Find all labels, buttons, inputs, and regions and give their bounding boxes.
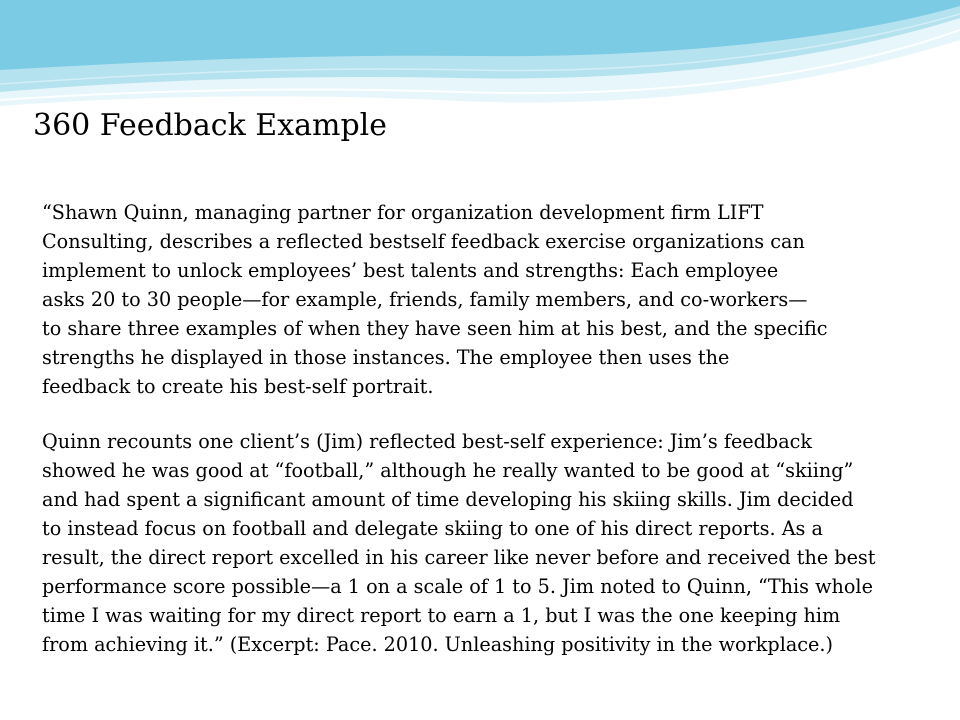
page-title: 360 Feedback Example — [33, 108, 387, 143]
text-line: to share three examples of when they have seen him at his best, and the specific — [42, 317, 828, 340]
body-text — [42, 198, 922, 659]
text-line: to instead focus on football and delegate skiing to one of his direct reports. As a — [42, 517, 823, 540]
decorative-wave-header — [0, 0, 960, 120]
text-line: result, the direct report excelled in his career like never before and received the best — [42, 546, 876, 569]
text-line: feedback to create his best-self portrait. — [42, 375, 434, 398]
text-line: Consulting, describes a reflected bestself feedback exercise organizations can — [42, 230, 805, 253]
text-line: and had spent a significant amount of time developing his skiing skills. Jim decided — [42, 488, 854, 511]
text-line: “Shawn Quinn, managing partner for organization development firm LIFT — [42, 201, 764, 224]
text-line: time I was waiting for my direct report to earn a 1, but I was the one keeping him — [42, 604, 841, 627]
text-line: showed he was good at “football,” although he really wanted to be good at “skiing” — [42, 459, 854, 482]
paragraph-intro — [42, 198, 922, 401]
text-line: Quinn recounts one client’s (Jim) reflected best-self experience: Jim’s feedback — [42, 430, 813, 453]
text-line: implement to unlock employees’ best talents and strengths: Each employee — [42, 259, 779, 282]
text-line: asks 20 to 30 people—for example, friends, family members, and co-workers— — [42, 288, 808, 311]
text-line: performance score possible—a 1 on a scale of 1 to 5. Jim noted to Quinn, “This whole — [42, 575, 873, 598]
text-line: strengths he displayed in those instances. The employee then uses the — [42, 346, 730, 369]
text-line: from achieving it.” (Excerpt: Pace. 2010. Unleashing positivity in the workplace.) — [42, 633, 833, 656]
paragraph-example — [42, 427, 922, 659]
